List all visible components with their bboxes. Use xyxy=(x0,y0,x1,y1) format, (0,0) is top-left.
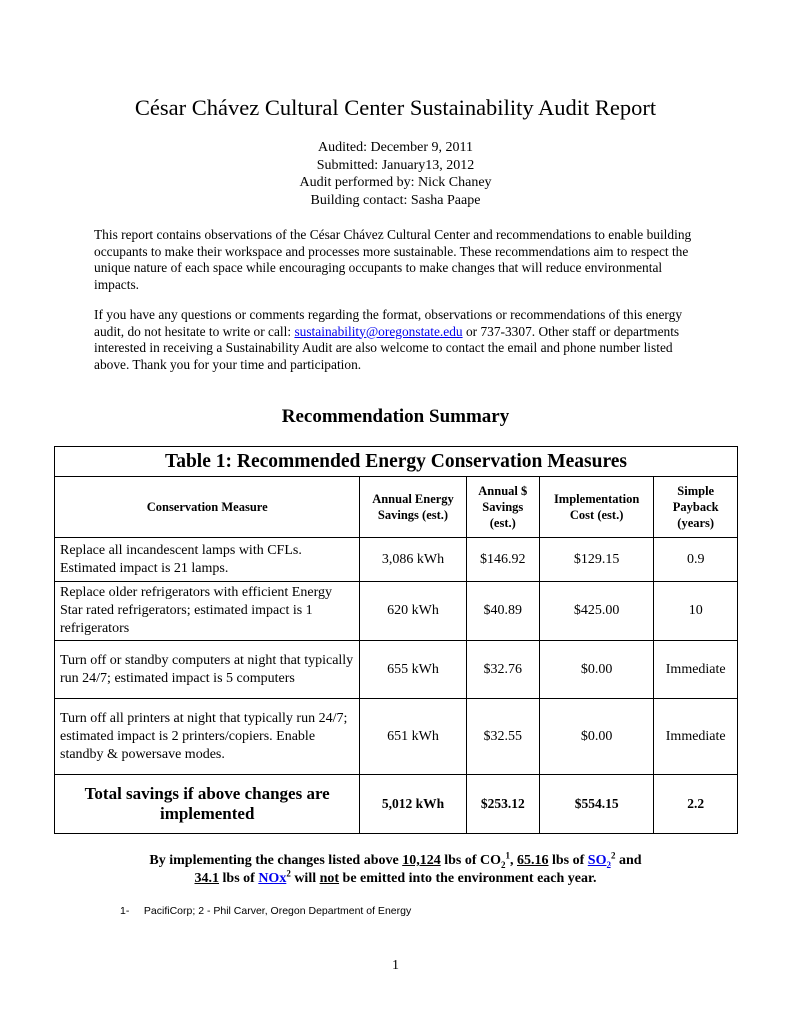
header-measure: Conservation Measure xyxy=(55,477,360,538)
emissions-text: will xyxy=(290,871,320,886)
header-payback: Simple Payback (years) xyxy=(654,477,738,538)
row-dollars: $146.92 xyxy=(466,538,539,582)
table-row xyxy=(55,582,738,641)
row-measure: Replace all incandescent lamps with CFLs. Estimated impact is 21 lamps. xyxy=(55,538,360,582)
row-energy: 655 kWh xyxy=(360,641,466,699)
co2-subscript: 2 xyxy=(501,859,506,870)
emissions-text: lbs of xyxy=(548,853,588,868)
header-energy: Annual Energy Savings (est.) xyxy=(360,477,466,538)
table-row xyxy=(55,699,738,775)
so2-subscript: 2 xyxy=(606,859,611,870)
so2-value: 65.16 xyxy=(517,853,549,868)
row-measure: Turn off all printers at night that typically run 24/7; estimated impact is 2 printers/copiers. Enable standby & powersave modes. xyxy=(55,699,360,775)
intro-paragraph: This report contains observations of the César Chávez Cultural Center and recommendations to enable building occupants to make their workspace and processes more sustainable. These recommendations aim to respect the unique nature of each space while encouraging occupants to make changes that will reduce environmental impacts. xyxy=(94,227,692,292)
so2-link[interactable] xyxy=(588,853,611,868)
emissions-text: lbs of xyxy=(219,871,259,886)
row-payback: 10 xyxy=(654,582,738,641)
table-total-row xyxy=(55,775,738,834)
section-heading: Recommendation Summary xyxy=(281,406,510,427)
so2-link-text: SO xyxy=(587,853,607,868)
row-payback: Immediate xyxy=(654,641,738,699)
row-measure: Turn off or standby computers at night that typically run 24/7; estimated impact is 5 computers xyxy=(55,641,360,699)
row-dollars: $32.76 xyxy=(466,641,539,699)
footnote: 1- PacifiCorp; 2 - Phil Carver, Oregon Department of Energy xyxy=(120,905,412,917)
row-dollars: $40.89 xyxy=(466,582,539,641)
row-energy: 3,086 kWh xyxy=(360,538,466,582)
page-title: César Chávez Cultural Center Sustainability Audit Report xyxy=(134,95,657,120)
auditor: Audit performed by: Nick Chaney xyxy=(299,175,492,190)
audit-meta xyxy=(0,139,791,209)
nox-value: 34.1 xyxy=(194,871,220,886)
conservation-table xyxy=(54,446,738,834)
table-row xyxy=(55,641,738,699)
not-emphasis: not xyxy=(319,871,340,886)
co2-footnote-ref: 1 xyxy=(505,850,510,861)
page-number: 1 xyxy=(392,958,399,973)
emissions-statement xyxy=(0,852,791,888)
total-energy: 5,012 kWh xyxy=(360,775,466,834)
total-dollars: $253.12 xyxy=(466,775,539,834)
email-link[interactable]: sustainability@oregonstate.edu xyxy=(294,323,463,339)
row-dollars: $32.55 xyxy=(466,699,539,775)
row-cost: $0.00 xyxy=(539,641,654,699)
row-payback: Immediate xyxy=(654,699,738,775)
row-payback: 0.9 xyxy=(654,538,738,582)
contact-text-before: If you have any questions or comments regarding the format, observations or recommendations of this energy audit, do not hesitate to write or call: xyxy=(94,307,683,339)
total-payback: 2.2 xyxy=(654,775,738,834)
building-contact: Building contact: Sasha Paape xyxy=(310,192,481,208)
row-cost: $129.15 xyxy=(539,538,654,582)
so2-footnote-ref: 2 xyxy=(610,850,616,861)
header-cost: Implementation Cost (est.) xyxy=(539,477,654,538)
submitted-date: Submitted: January13, 2012 xyxy=(316,157,475,173)
row-cost: $425.00 xyxy=(539,582,654,641)
contact-text-after: or 737-3307. Other staff or departments interested in receiving a Sustainability Audit are also welcome to contact the email and phone number listed above. Thank you for your time and participation. xyxy=(94,323,680,372)
total-label: Total savings if above changes are implemented xyxy=(55,775,360,834)
audited-date: Audited: December 9, 2011 xyxy=(318,140,473,155)
nox-footnote-ref: 2 xyxy=(286,868,291,879)
row-energy: 651 kWh xyxy=(360,699,466,775)
nox-link[interactable]: NOx xyxy=(258,871,287,886)
emissions-text: and xyxy=(615,853,642,868)
emissions-text: By implementing the changes listed above xyxy=(149,853,403,868)
row-measure: Replace older refrigerators with efficient Energy Star rated refrigerators; estimated impact is 1 refrigerators xyxy=(55,582,360,641)
table-caption: Table 1: Recommended Energy Conservation Measures xyxy=(55,447,738,477)
emissions-line-1 xyxy=(0,852,791,870)
row-energy: 620 kWh xyxy=(360,582,466,641)
total-cost: $554.15 xyxy=(539,775,654,834)
emissions-text: be emitted into the environment each year. xyxy=(339,871,597,886)
header-dollars: Annual $ Savings (est.) xyxy=(466,477,539,538)
table-row xyxy=(55,538,738,582)
emissions-line-2 xyxy=(0,870,791,888)
emissions-text: lbs of CO xyxy=(440,853,501,868)
table-header-row xyxy=(55,477,738,538)
emissions-text: , xyxy=(510,853,517,868)
contact-paragraph xyxy=(94,307,704,373)
co2-value: 10,124 xyxy=(402,853,441,868)
row-cost: $0.00 xyxy=(539,699,654,775)
